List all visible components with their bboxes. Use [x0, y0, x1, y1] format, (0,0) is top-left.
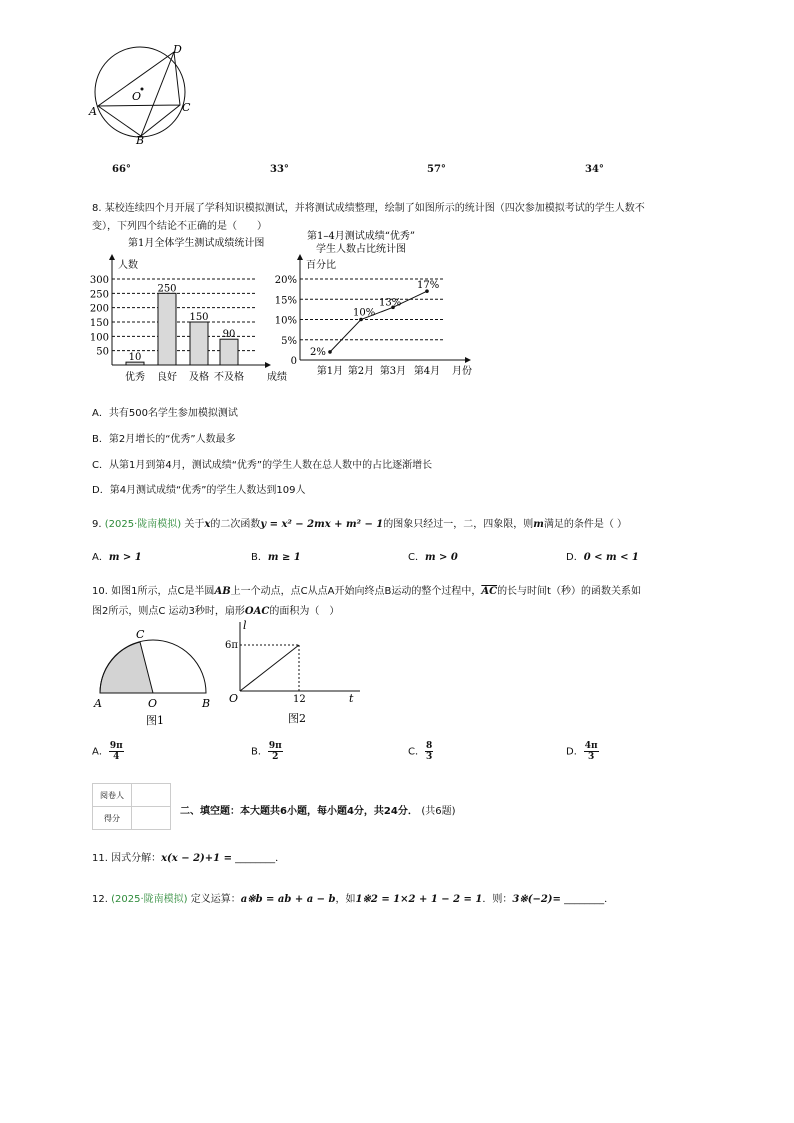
line-chart: [270, 228, 480, 383]
q9-text: 关于: [184, 519, 205, 530]
q9-var-m: m: [533, 519, 544, 530]
q9-text: 的图象只经过一，二，四象限，则: [383, 519, 534, 530]
x-tick-label: 不及格: [214, 372, 244, 383]
q11-expr: x(x − 2)+1 =: [161, 853, 232, 864]
q10-option-c[interactable]: [408, 741, 433, 762]
y-tick-label: 50: [96, 346, 109, 358]
circle-figure: [88, 40, 203, 145]
label-12: 12: [293, 694, 306, 705]
bar-不及格: [220, 339, 238, 365]
q11-question: [92, 849, 285, 864]
score-label: 得分: [93, 807, 132, 830]
data-label: 10%: [353, 307, 376, 319]
q10-text-line1: [92, 582, 641, 597]
denominator: 4: [113, 752, 120, 762]
y-tick-label: 20%: [274, 275, 297, 286]
x-tick-label: 第4月: [413, 366, 441, 377]
option-letter: D．: [566, 746, 584, 758]
bar-value-label: 150: [189, 312, 209, 323]
q12-end: ．: [604, 894, 615, 905]
option-expr: m ≥ 1: [267, 552, 301, 563]
bar-chart-ylabel: 人数: [118, 260, 138, 271]
numerator: 9π: [109, 741, 123, 751]
label-b: B: [136, 134, 145, 145]
q12-text: 定义运算：: [190, 894, 241, 905]
q9-question: [92, 515, 627, 530]
reviewer-label: 阅卷人: [93, 784, 132, 807]
section-heading: 二、填空题：本大题共6小题，每小题4分，共24分．: [180, 806, 418, 817]
q12-definition: a※b = ab + a − b: [240, 894, 336, 905]
q10-text-line2: [92, 602, 339, 617]
label-l: l: [243, 619, 247, 632]
x-tick-label: 第3月: [379, 366, 407, 377]
option-letter: B．: [251, 746, 268, 758]
x-tick-label: 优秀: [125, 372, 145, 383]
line-chart-ylabel: 百分比: [306, 260, 336, 271]
bar-及格: [190, 322, 208, 365]
q9-option-c[interactable]: [408, 548, 458, 563]
y-tick-label: 5%: [281, 335, 297, 347]
option-d[interactable]: 34°: [585, 164, 604, 175]
label-d: D: [173, 43, 182, 56]
q10-ab: AB: [214, 586, 231, 597]
q9-text: 的二次函数: [210, 519, 261, 530]
q12-number: 12.: [92, 894, 108, 905]
q10-option-d[interactable]: [566, 741, 599, 762]
option-expr: m > 0: [424, 552, 458, 563]
bar-value-label: 250: [157, 283, 177, 295]
line-chart-xlabel: 月份: [452, 366, 472, 377]
q9-option-b[interactable]: [251, 548, 301, 563]
bar-value-label: 10: [128, 352, 142, 364]
q9-number: 9.: [92, 519, 102, 530]
denominator: 3: [588, 752, 595, 762]
q12-answer-blank[interactable]: ________: [564, 894, 605, 905]
q9-var-x: x: [204, 519, 211, 530]
x-tick-label: 良好: [157, 372, 177, 383]
label-o: O: [148, 697, 158, 710]
y-axis-arrow: [297, 254, 303, 260]
q10-oac: OAC: [244, 606, 270, 617]
q8-option-b[interactable]: B．第2月增长的“优秀”人数最多: [92, 434, 236, 445]
q12-example: 1※2 = 1×2 + 1 − 2 = 1: [355, 894, 483, 905]
option-letter: A．: [92, 552, 109, 563]
y-tick-label: 150: [89, 318, 109, 329]
q8-option-d[interactable]: D．第4月测试成绩“优秀”的学生人数达到109人: [92, 485, 306, 496]
bar-良好: [158, 293, 176, 365]
fraction: [268, 741, 283, 762]
bar-chart-xlabel: 成绩: [267, 372, 287, 383]
option-letter: C．: [408, 552, 425, 563]
fraction: [425, 741, 433, 762]
q10-text: 图2所示，则点C 运动3秒时，扇形: [92, 606, 245, 617]
q9-option-d[interactable]: [566, 548, 639, 563]
q9-source: (2025·陇南模拟): [104, 519, 182, 530]
figure-1-caption: 图1: [146, 714, 164, 727]
figure-2-caption: 图2: [288, 712, 306, 725]
graph-line: [240, 645, 299, 691]
q8-text-line1: 8. 某校连续四个月开展了学科知识模拟测试，并将测试成绩整理，绘制了如图所示的统计图（四次参加模拟考试的学生人数不: [92, 203, 645, 214]
x-tick-label: 第1月: [316, 366, 344, 377]
label-c: C: [182, 101, 191, 114]
score-cell[interactable]: [132, 807, 171, 830]
option-c[interactable]: 57°: [427, 164, 446, 175]
reviewer-cell[interactable]: [132, 784, 171, 807]
line-chart-title2: 学生人数占比统计图: [316, 244, 406, 255]
label-o: O: [229, 692, 239, 705]
label-6pi: 6π: [225, 640, 238, 651]
option-expr: 0 < m < 1: [583, 552, 639, 563]
shaded-sector: [100, 642, 153, 693]
x-axis-arrow: [465, 357, 471, 363]
q8-option-a[interactable]: A．共有500名学生参加模拟测试: [92, 408, 238, 419]
y-tick-label: 10%: [274, 315, 297, 327]
denominator: 3: [425, 752, 433, 762]
section-title: [180, 802, 456, 817]
data-label: 2%: [310, 346, 326, 358]
option-letter: D．: [566, 552, 584, 563]
bar-value-label: 90: [222, 329, 236, 341]
y-tick-label: 15%: [274, 295, 297, 307]
fraction: [584, 741, 599, 762]
q10-option-b[interactable]: [251, 741, 283, 762]
label-o: O: [132, 90, 142, 103]
y-tick-label: 300: [89, 275, 109, 286]
figure-2-graph: [225, 618, 365, 728]
label-a: A: [94, 697, 102, 710]
option-letter: C．: [408, 746, 425, 758]
y-tick-label: 200: [89, 303, 109, 315]
label-a: A: [89, 105, 97, 118]
option-a[interactable]: 66°: [112, 164, 131, 175]
bar-chart-title: 第1月全体学生测试成绩统计图: [128, 238, 265, 249]
q12-ask: 3※(−2)=: [512, 894, 561, 905]
q8-text-line2: 变），下列四个结论不正确的是（ ）: [92, 221, 267, 232]
q10-arc-ac: $\overline{AC}$: [481, 586, 498, 597]
denominator: 2: [272, 752, 279, 762]
q11-end: ．: [275, 853, 286, 864]
q12-source: (2025·陇南模拟): [111, 894, 188, 905]
line-chart-title: 第1–4月测试成绩“优秀”: [307, 231, 415, 242]
data-point: [328, 350, 332, 354]
label-b: B: [202, 697, 211, 710]
option-letter: A．: [92, 746, 109, 758]
q9-option-a[interactable]: [92, 548, 142, 563]
q10-text: 上一个动点，点C从点A开始向终点B运动的整个过程中，: [230, 586, 482, 597]
q12-text: ，如: [335, 894, 356, 905]
x-tick-label: 第2月: [347, 366, 375, 377]
numerator: 8: [425, 741, 433, 751]
q9-formula: y = x² − 2mx + m² − 1: [260, 519, 384, 530]
fraction: [109, 741, 124, 762]
q10-text: 的面积为（ ）: [269, 606, 340, 617]
data-label: 17%: [417, 280, 440, 292]
x-tick-label: 及格: [189, 372, 209, 383]
option-letter: B．: [251, 552, 268, 563]
label-c: C: [136, 628, 145, 641]
bar-chart: [85, 230, 295, 385]
option-expr: m > 1: [108, 552, 142, 563]
figure-1-semicircle: [90, 625, 215, 730]
q10-text: 10. 如图1所示，点C是半圆: [92, 586, 215, 597]
numerator: 4π: [584, 741, 598, 751]
y-tick-label: 250: [89, 289, 109, 301]
data-label: 13%: [379, 297, 402, 309]
y-tick-label: 0: [290, 356, 297, 367]
q12-question: [92, 890, 614, 905]
q11-text: 11. 因式分解：: [92, 853, 162, 864]
q11-answer-blank[interactable]: ________: [235, 853, 276, 864]
y-axis-arrow: [109, 254, 115, 260]
q12-text: ．则：: [482, 894, 513, 905]
q9-text: 满足的条件是（ ）: [543, 519, 628, 530]
q8-option-c[interactable]: C．从第1月到第4月，测试成绩“优秀”的学生人数在总人数中的占比逐渐增长: [92, 460, 433, 471]
section-count: (共6题): [421, 806, 456, 817]
q10-option-a[interactable]: [92, 741, 124, 762]
option-b[interactable]: 33°: [270, 164, 289, 175]
label-t: t: [349, 692, 354, 705]
score-table: [92, 783, 171, 830]
q10-text: 的长与时间t（秒）的函数关系如: [497, 586, 641, 597]
y-tick-label: 100: [89, 332, 109, 344]
numerator: 9π: [268, 741, 282, 751]
